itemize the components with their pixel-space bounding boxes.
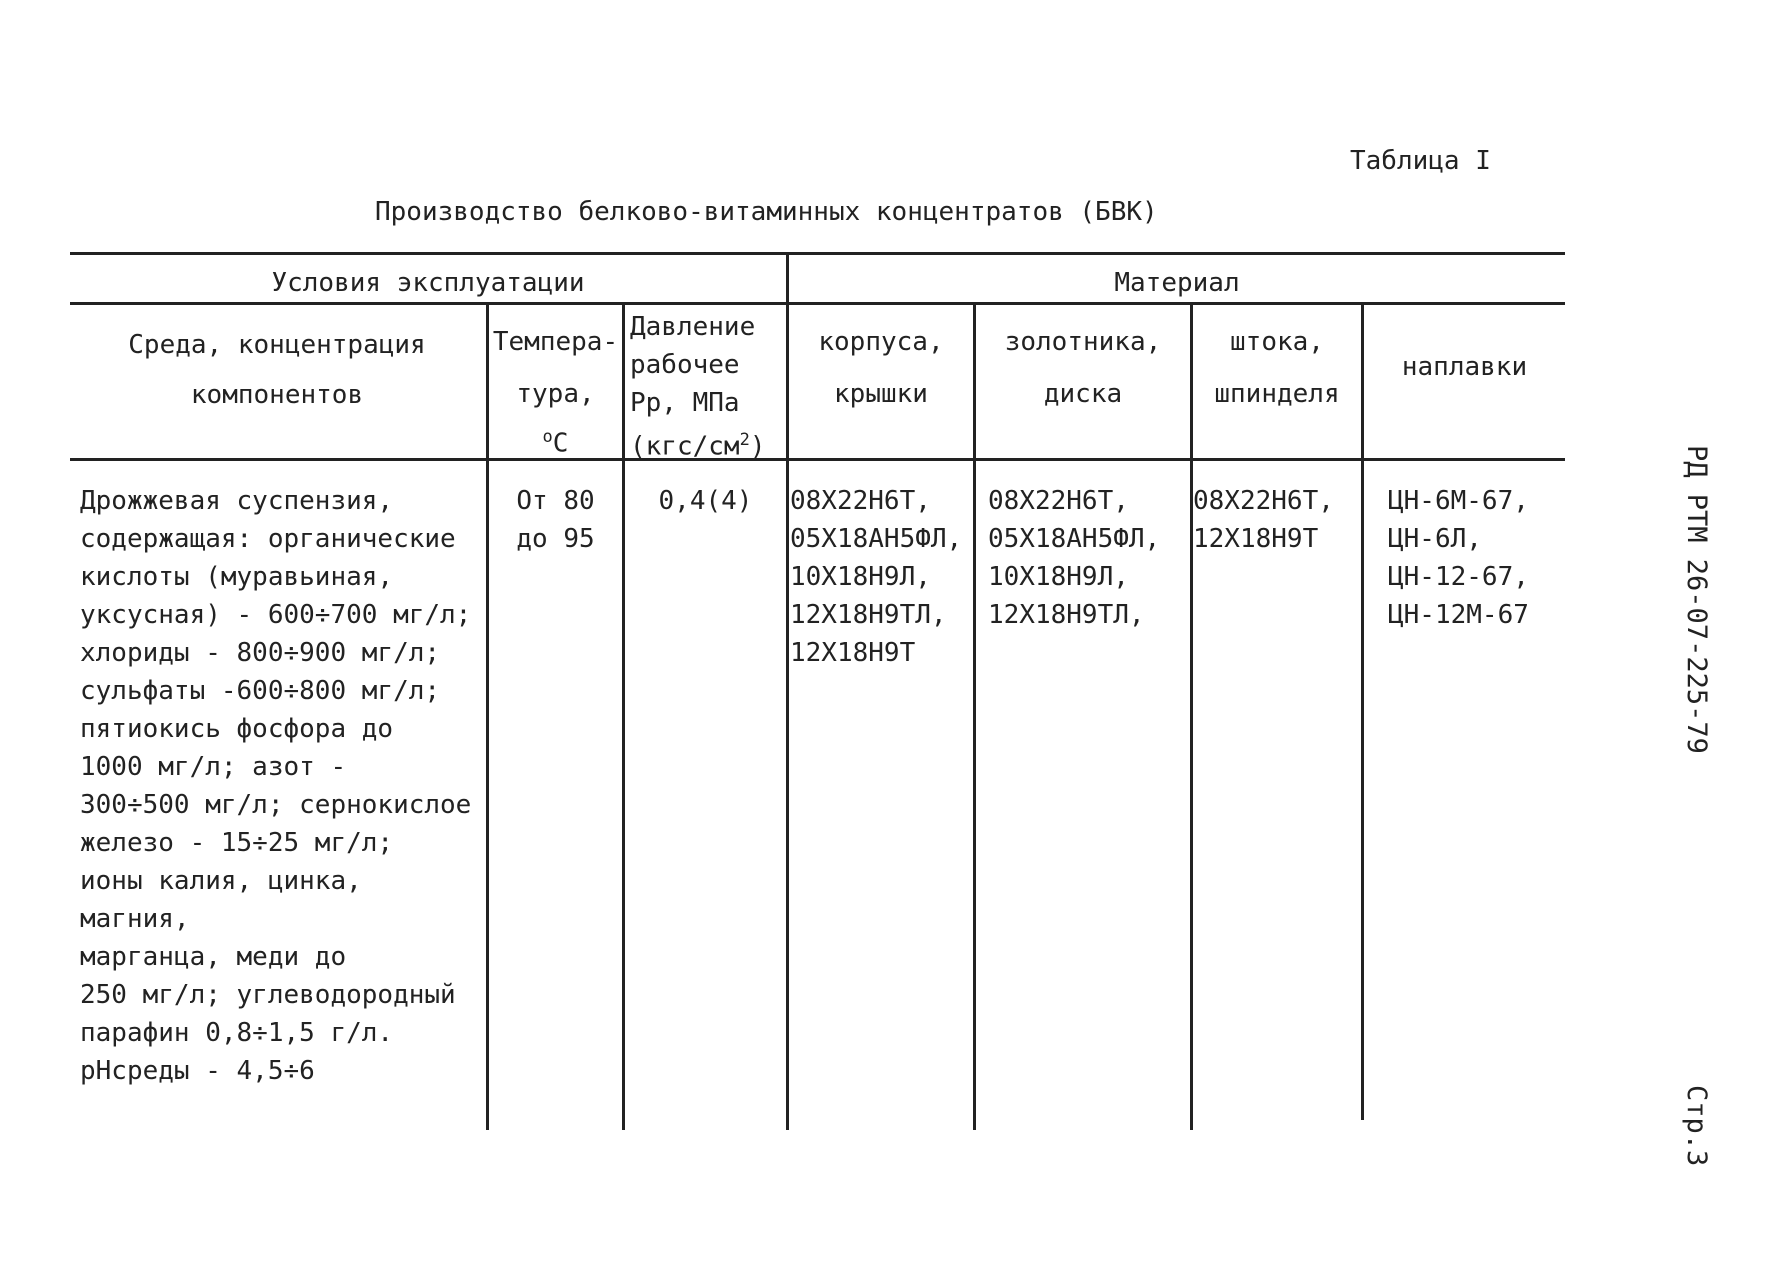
group-header-material: Материал <box>1114 268 1240 298</box>
row-body: 08Х22Н6Т, 05Х18АН5ФЛ, 10Х18Н9Л, 12Х18Н9ТЛ, 12Х18Н9Т <box>790 486 963 668</box>
header-temperature <box>489 316 622 461</box>
row-medium: Дрожжевая суспензия, содержащая: органические кислоты (муравьиная, уксусная) - 600÷700 мг/л; хлориды - 800÷900 мг/л; сульфаты -600÷800 мг/л; пятиокись фосфора до 1000 мг/л; азот - 300÷500 мг/л; сернокислое железо - 15÷25 мг/л; ионы калия, цинка, магния, марганца, меди до 250 мг/л; углеводородный парафин 0,8÷1,5 г/л. pHсреды - 4,5÷6 <box>80 486 472 1086</box>
header-pressure-unit: (кгс/см <box>630 431 740 462</box>
header-temperature-unit-o: о <box>542 427 553 447</box>
row-spool: 08Х22Н6Т, 05Х18АН5ФЛ, 10Х18Н9Л, 12Х18Н9ТЛ, <box>988 486 1161 630</box>
row-temperature: От 80 до 95 <box>516 486 595 554</box>
header-spool: золотника, диска <box>1004 327 1162 409</box>
row-pressure: 0,4(4) <box>658 486 753 516</box>
table-title: Производство белково-витаминных концентратов (БВК) <box>375 197 1158 227</box>
header-temperature-label: Темпера- тура, <box>492 327 619 409</box>
group-header-conditions: Условия эксплуатации <box>271 268 585 298</box>
header-pressure <box>630 308 786 465</box>
header-temperature-unit-c: С <box>552 428 569 459</box>
row-stem: 08Х22Н6Т, 12Х18Н9Т <box>1193 486 1334 554</box>
table-number: Таблица I <box>1350 146 1491 176</box>
header-body: корпуса, крышки <box>818 327 944 409</box>
page-number-label: Стр.3 <box>1681 1085 1712 1167</box>
header-pressure-label: Давление рабочее Рр, МПа <box>630 312 756 418</box>
doc-code-label: РД РТМ 26-07-225-79 <box>1681 445 1712 754</box>
header-pressure-close: ) <box>749 431 766 462</box>
header-stem: штока, шпинделя <box>1214 327 1340 409</box>
header-pressure-sup: 2 <box>739 430 750 450</box>
header-overlay: наплавки <box>1401 352 1528 382</box>
header-medium: Среда, концентрация компонентов <box>128 330 426 410</box>
row-overlay: ЦН-6М-67, ЦН-6Л, ЦН-12-67, ЦН-12М-67 <box>1388 486 1529 630</box>
